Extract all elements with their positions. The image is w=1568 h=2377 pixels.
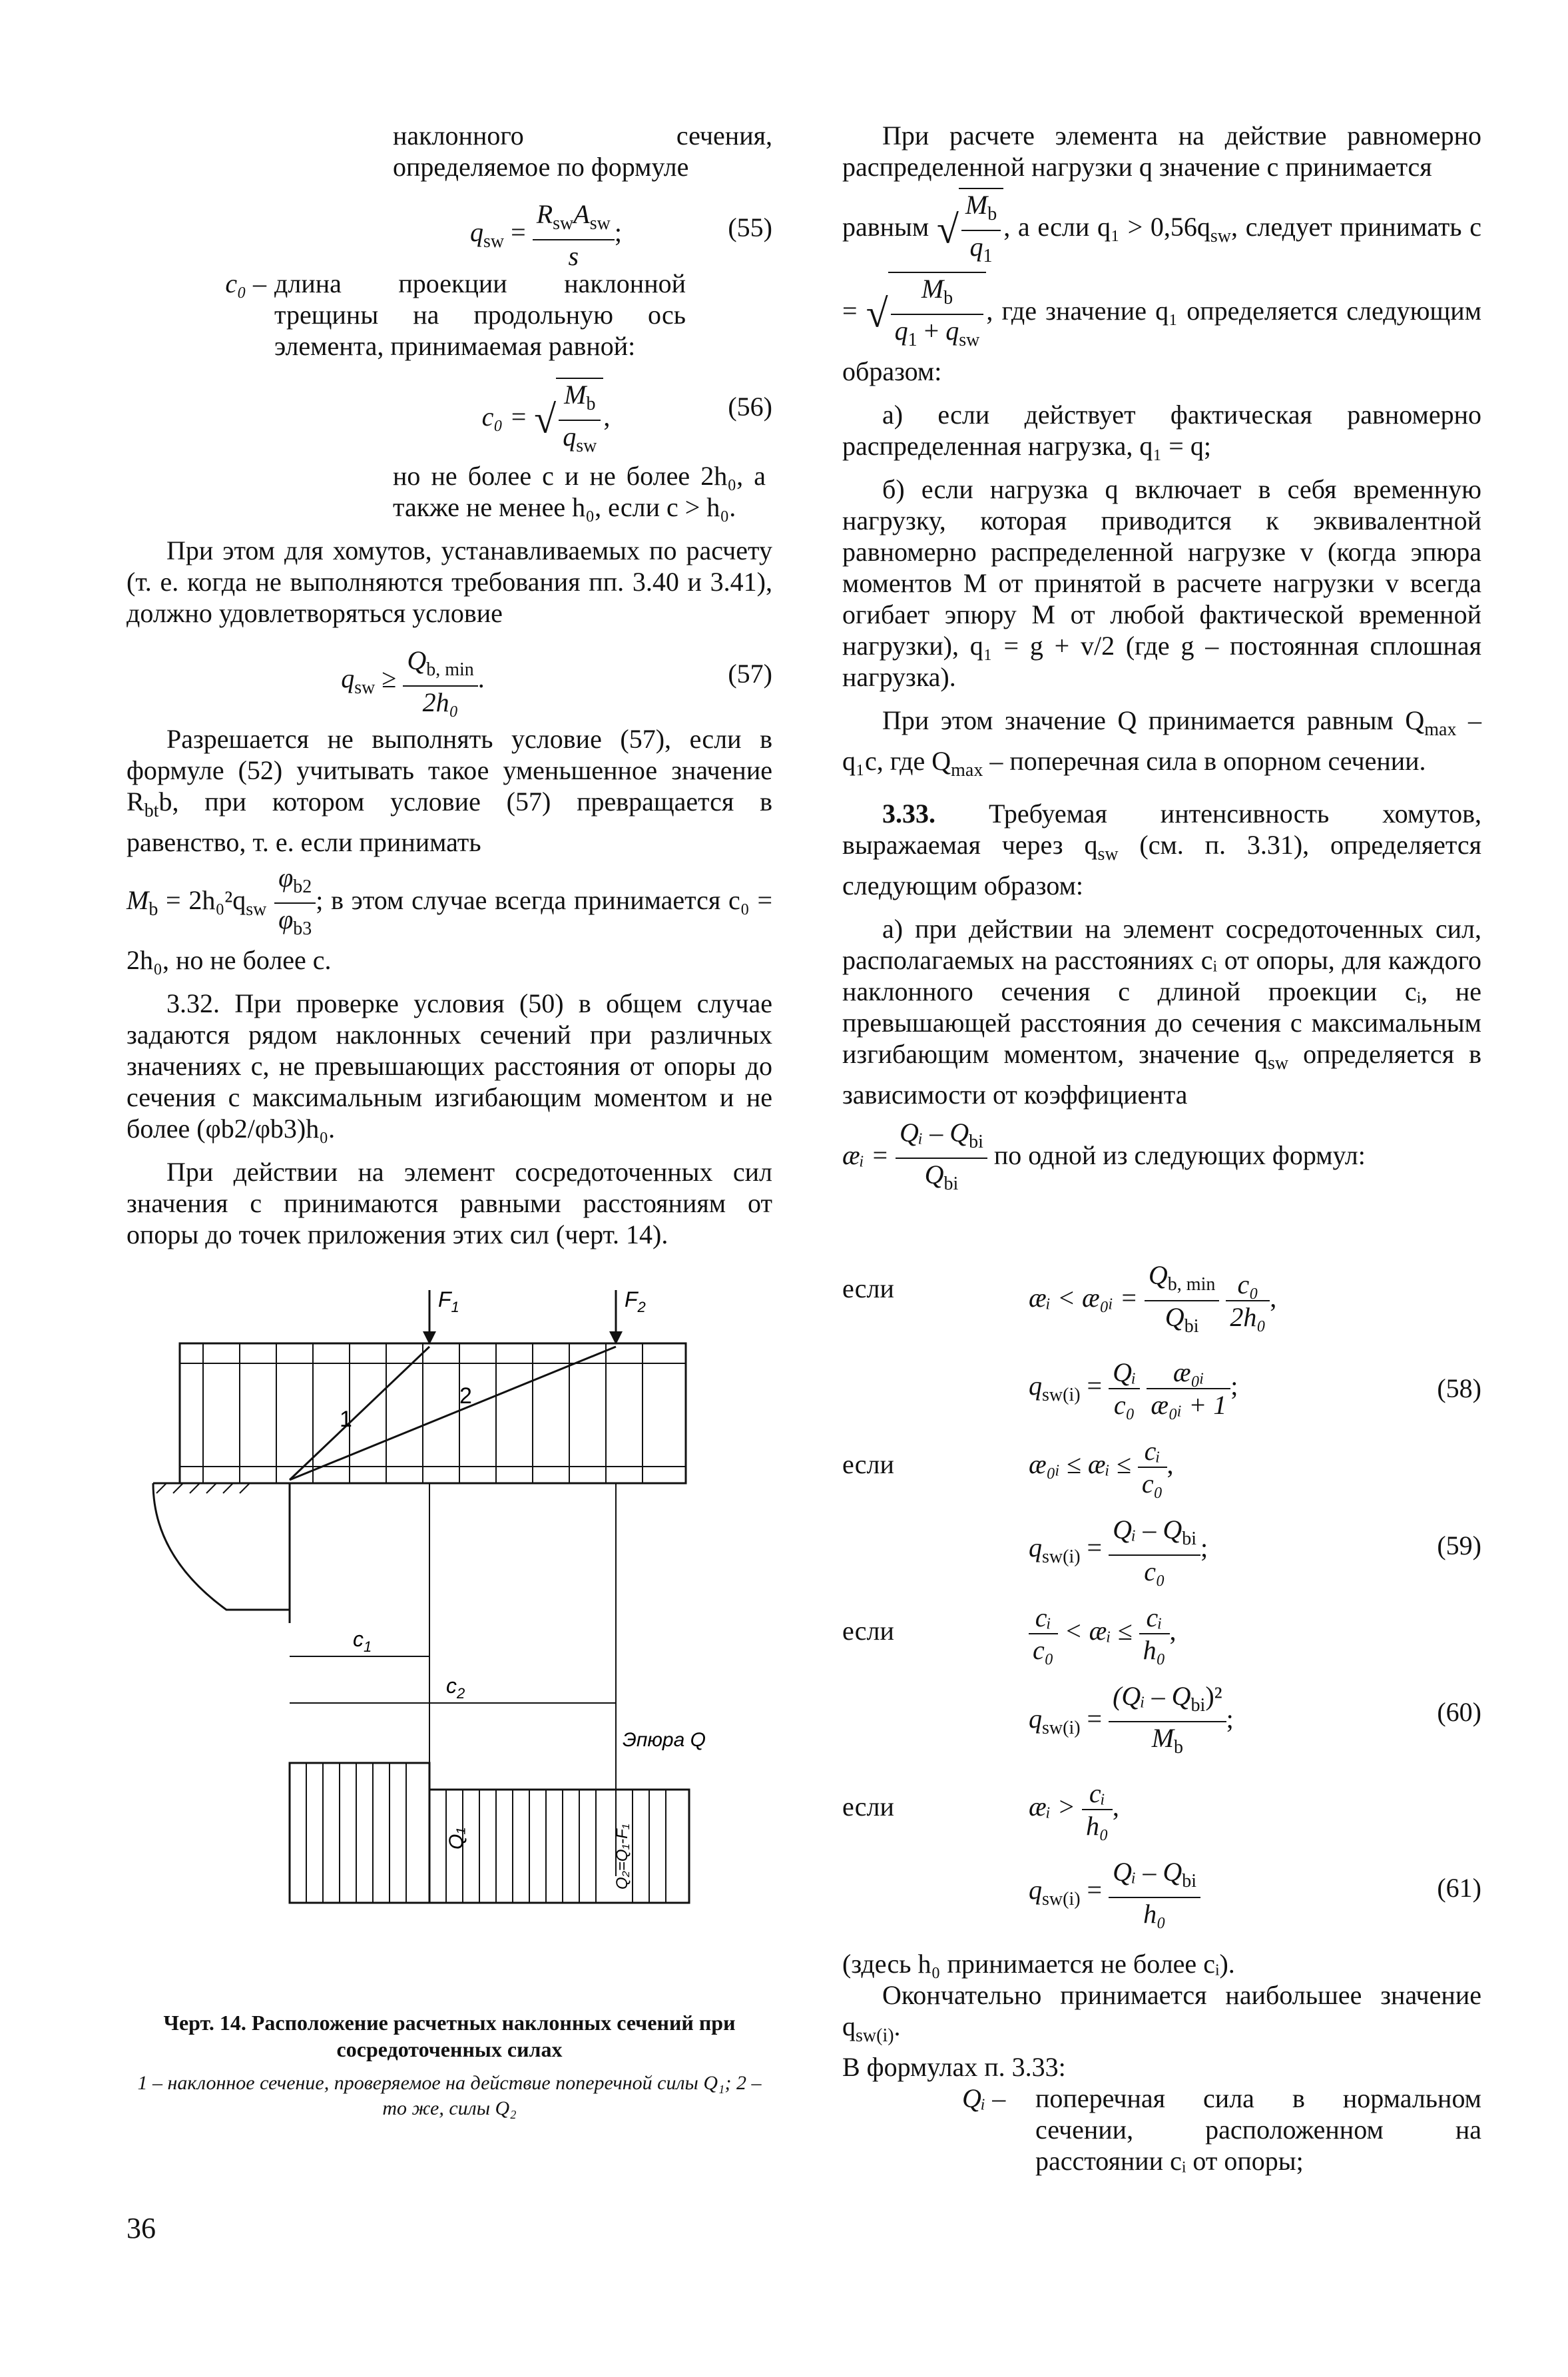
fraction-55: $\frac{R_{sw}A_{sw}}{s}$ — [533, 198, 615, 272]
formula-55: $q_{sw}$ = $\frac{R_{sw}A_{sw}}{s}$ ; (55) — [470, 199, 772, 271]
section-label-2: 2 — [459, 1383, 472, 1409]
h0-note: (здесь h₀ принимается не более cᵢ). — [842, 1949, 1235, 1979]
force-f1-label: $F_1$ — [438, 1287, 459, 1315]
support-wall — [153, 1483, 290, 1610]
formula-61: $q_{sw(i)}$ = $\frac{Qᵢ - Q_{bi}}{\text{h₀}}$ — [949, 1856, 1408, 1929]
right-column — [842, 120, 1481, 2177]
inclined-section-2 — [290, 1347, 616, 1480]
epure-q-label: Эпюра Q — [623, 1729, 706, 1751]
formula-number: (56) — [728, 392, 772, 422]
intro-paragraph: наклонного сечения, определяемое по формуле — [393, 121, 772, 182]
definition-c0: c₀ – длина проекции наклонной трещины на продольную ось элемента, принимаемая равной: — [225, 268, 686, 361]
figure-caption: Черт. 14. Расположение расчетных наклонных сечений при сосредоточенных силах — [163, 2011, 736, 2061]
condition-58: æᵢ < æ₀ᵢ = $\frac{Q_{b, min}}{Q_{bi}}$ $\frac{\text{c₀}}{\text{2h₀}}$ , — [1029, 1260, 1277, 1337]
stirrups-paragraph: При этом для хомутов, устанавливаемых по расчету (т. е. когда не выполняются требования пп. 3.40 и 3.41), должно удовлетворяться условие — [127, 535, 772, 628]
item-a-paragraph: а) если действует фактическая равномерно распределенная нагрузка, q₁ = q; — [842, 400, 1481, 461]
formula-59: $q_{sw(i)}$ = $\frac{Qᵢ - Q_{bi}}{\text{c₀}}$ ; — [1029, 1515, 1208, 1586]
definition-qi: Qᵢ – поперечная сила в нормальном сечении, расположенном на расстоянии cᵢ от опоры; — [962, 2083, 1481, 2176]
q-diagram-block-2 — [429, 1790, 689, 1903]
formula-cases — [842, 1259, 1481, 1929]
page-number: 36 — [127, 2212, 156, 2244]
if-label: если — [842, 1449, 894, 1479]
if-label: если — [842, 1273, 894, 1303]
inclined-section-1 — [290, 1347, 429, 1480]
if-label: если — [842, 1792, 894, 1822]
formula-57: $q_{sw}$ ≥ $\frac{Q_{b, min}}{\text{2h₀}}$ . (57) — [341, 645, 772, 717]
section-label-1: 1 — [340, 1407, 352, 1432]
mb-equation: $M_b = 2h_0^2q_{sw}$ $\frac{\varphi_{b2}}{\varphi_{b3}}$ ; в этом случае всегда принимается c₀ = 2h₀, но не более c. — [127, 862, 773, 975]
formula-58: $q_{sw(i)}$ = $\frac{\text{Qᵢ}}{\text{c₀}}$ $\frac{\text{æ₀ᵢ}}{\text{æ₀ᵢ + 1}}$ ; — [1029, 1357, 1238, 1420]
c0-condition: но не более c и не более 2h₀, а также не менее h₀, если c > h₀. — [393, 461, 766, 522]
section-3-32: 3.32. При проверке условия (50) в общем случае задаются рядом наклонных сечений при различных значениях c, не превышающих расстояния от опоры до сечения с максимальным изгибающим моментом и не более (φb2/φb3)h₀. — [127, 988, 772, 1144]
uniform-load-formula-line: равным √ $\frac{M_b}{q_1}$ , а если $q_1 > 0,56q_{sw}$, следует принимать c = √ $\frac{M_b}{q_1 + q_{sw}}$ , где значение q₁ определяется следующим образом: — [842, 188, 1481, 387]
dimension-c2-label: $c_2$ — [446, 1674, 465, 1702]
left-column — [127, 120, 772, 2121]
stirrups — [203, 1343, 643, 1483]
figure-14-diagram — [127, 1277, 772, 1996]
q-diagram-hatch — [306, 1763, 666, 1903]
q-diagram-block-1 — [290, 1763, 429, 1903]
qmax-paragraph: При этом значение Q принимается равным $Q_{max} - q_1c$, где $Q_{max}$ – поперечная сила в опорном сечении. — [842, 705, 1481, 781]
formula-60: $q_{sw(i)}$ = $\frac{(Qᵢ - Q_{bi})^2}{M_b}$ ; — [1029, 1681, 1234, 1758]
formula-number: (57) — [728, 659, 772, 689]
formula-56: c₀ = √ $\frac{M_b}{q_{sw}}$ , (56) — [393, 371, 772, 451]
formula-number: (58) — [1437, 1373, 1481, 1403]
q2-label: Q₂=Q₁-F₁ — [613, 1824, 631, 1889]
beam-outline — [180, 1343, 686, 1483]
item-a2-paragraph: а) при действии на элемент сосредоточенных сил, располагаемых на расстояниях cᵢ от опоры, для каждого наклонного сечения с длиной проекции cᵢ, не превышающей расстояния до сечения с максимальным изгибающим моментом, значение $q_{sw}$ определяется в зависимости от коэффициента — [842, 914, 1481, 1110]
condition-60: $\frac{\text{cᵢ}}{\text{c₀}}$ < æᵢ ≤ $\frac{\text{cᵢ}}{\text{h₀}}$ , — [949, 1602, 1408, 1666]
sqrt-sign: √ — [534, 397, 557, 442]
if-label: если — [842, 1616, 894, 1646]
final-value-paragraph: Окончательно принимается наибольшее значение $q_{sw(i)}$. — [842, 1980, 1481, 2046]
allowed-paragraph: Разрешается не выполнять условие (57), если в формуле (52) учитывать такое уменьшенное значение $R_{bt}b$, при котором условие (57) превращается в равенство, т. е. если принимать — [127, 724, 772, 857]
item-b-paragraph: б) если нагрузка q включает в себя временную нагрузку, которая приводится к эквивалентной равномерно распределенной нагрузке v (когда эпюра моментов M от принятой в расчете нагрузки v всегда огибает эпюру M от любой фактической временной нагрузки), q₁ = g + v/2 (где g – постоянная сплошная нагрузка). — [842, 474, 1481, 692]
in-formulas-heading: В формулах п. 3.33: — [842, 2052, 1066, 2082]
dimension-c1-label: $c_1$ — [353, 1627, 372, 1655]
formula-number: (59) — [1437, 1530, 1481, 1560]
condition-61: æᵢ > $\frac{\text{cᵢ}}{\text{h₀}}$ , — [1029, 1778, 1119, 1841]
concentrated-forces-paragraph: При действии на элемент сосредоточенных сил значения c принимаются равными расстояниям от опоры до точек приложения этих сил (черт. 14). — [127, 1157, 772, 1249]
formula-number: (61) — [1437, 1873, 1481, 1903]
figure-legend: 1 – наклонное сечение, проверяемое на действие поперечной силы Q₁; 2 – то же, силы Q₂ — [137, 2072, 762, 2119]
formula-number: (60) — [1437, 1697, 1481, 1727]
force-f2-label: $F_2$ — [625, 1287, 646, 1315]
uniform-load-paragraph: При расчете элемента на действие равномерно распределенной нагрузки q значение c принимается — [842, 121, 1481, 182]
q1-label: Q₁ — [445, 1828, 467, 1850]
section-3-33: 3.33. Требуемая интенсивность хомутов, выражаемая через $q_{sw}$ (см. п. 3.31), определяется следующим образом: — [842, 799, 1482, 900]
formula-number: (55) — [728, 212, 772, 242]
kappa-formula: æᵢ = $\frac{Qᵢ - Q_{bi}}{Q_{bi}}$ по одной из следующих формул: — [842, 1118, 1366, 1194]
condition-59: æ₀ᵢ ≤ æᵢ ≤ $\frac{\text{cᵢ}}{\text{c₀}}$ , — [1029, 1436, 1174, 1499]
support-hatch — [156, 1483, 250, 1493]
